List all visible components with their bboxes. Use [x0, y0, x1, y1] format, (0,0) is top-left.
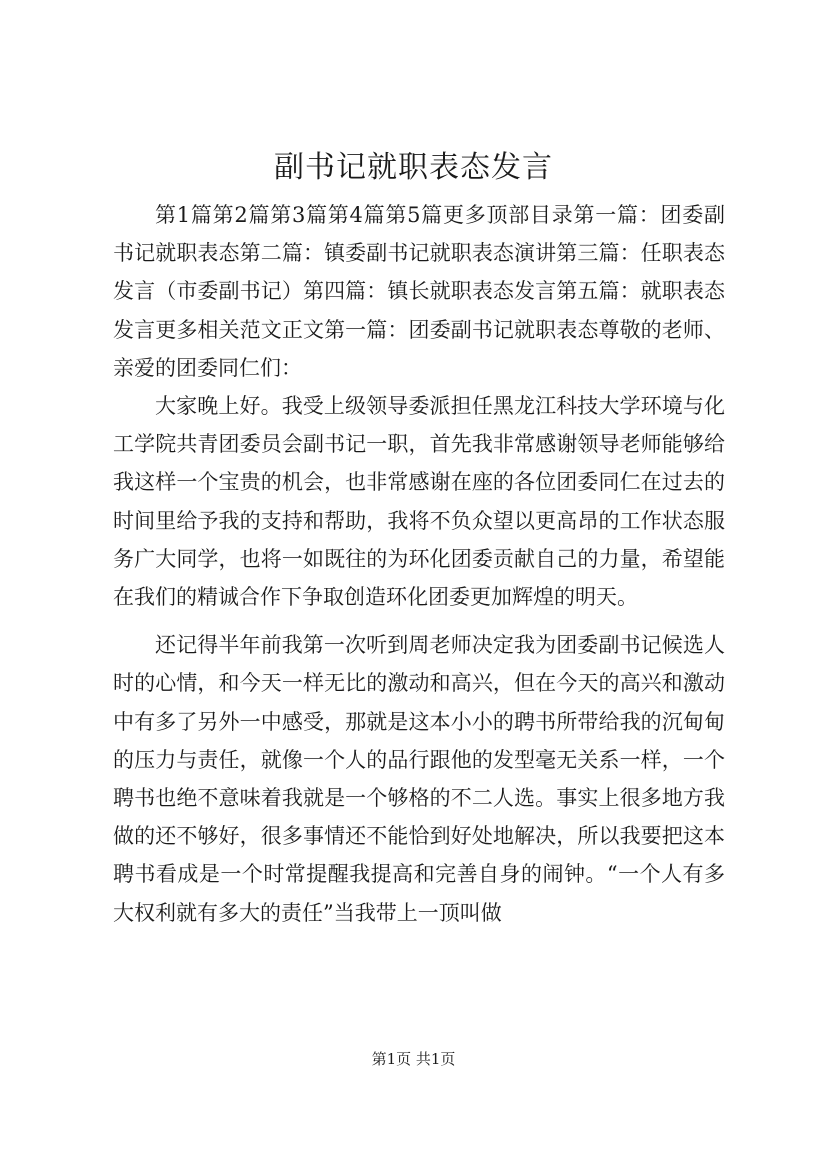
document-body	[113, 196, 725, 932]
paragraph-greeting: 大家晚上好。我受上级领导委派担任黑龙江科技大学环境与化工学院共青团委员会副书记一职，首先我非常感谢领导老师能够给我这样一个宝贵的机会，也非常感谢在座的各位团委同仁在过去的时间里给予我的支持和帮助，我将不负众望以更高昂的工作状态服务广大同学，也将一如既往的为环化团委贡献自己的力量，希望能在我们的精诚合作下争取创造环化团委更加辉煌的明天。	[113, 394, 725, 610]
paragraph-intro: 第1篇第2篇第3篇第4篇第5篇更多顶部目录第一篇：团委副书记就职表态第二篇：镇委副书记就职表态演讲第三篇：任职表态发言（市委副书记）第四篇：镇长就职表态发言第五篇：就职表态发言更多相关范文正文第一篇：团委副书记就职表态尊敬的老师、亲爱的团委同仁们：	[113, 203, 725, 380]
page-number-footer: 第1页 共1页	[371, 1050, 456, 1068]
paragraph-memory: 还记得半年前我第一次听到周老师决定我为团委副书记候选人时的心情，和今天一样无比的激动和高兴，但在今天的高兴和激动中有多了另外一中感受，那就是这本小小的聘书所带给我的沉甸甸的压力与责任，就像一个人的品行跟他的发型毫无关系一样，一个聘书也绝不意味着我就是一个够格的不二人选。事实上很多地方我做的还不够好，很多事情还不能恰到好处地解决，所以我要把这本聘书看成是一个时常提醒我提高和完善自身的闹钟。“一个人有多大权利就有多大的责任”当我带上一顶叫做	[113, 633, 725, 925]
document-title: 副书记就职表态发言	[274, 150, 553, 185]
